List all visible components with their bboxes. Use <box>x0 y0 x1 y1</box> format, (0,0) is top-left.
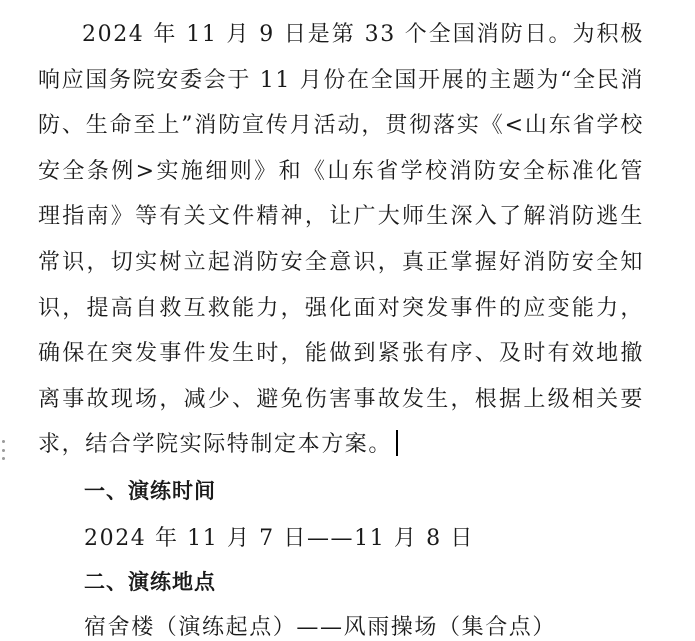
drag-dot <box>2 457 5 460</box>
drag-handle-icon[interactable] <box>2 440 6 460</box>
section-heading-location[interactable]: 二、演练地点 <box>84 570 216 594</box>
section-text-time[interactable]: 2024 年 11 月 7 日——11 月 8 日 <box>84 526 474 551</box>
drag-dot <box>2 440 5 443</box>
drag-dot <box>2 449 5 452</box>
section-text-location[interactable]: 宿舍楼（演练起点）——风雨操场（集合点） <box>84 615 557 640</box>
body-paragraph[interactable] <box>38 12 644 468</box>
text-cursor <box>396 430 398 456</box>
section-heading-time[interactable]: 一、演练时间 <box>84 479 216 503</box>
paragraph-text: 2024 年 11 月 9 日是第 33 个全国消防日。为积极响应国务院安委会于 11 月份在全国开展的主题为“全民消防、生命至上”消防宣传月活动，贯彻落实《<山东省学校安全条例>实施细则》和《山东省学校消防安全标准化管理指南》等有关文件精神，让广大师生深入了解消防逃生常识，切实树立起消防安全意识，真正掌握好消防安全知识，提高自救互救能力，强化面对突发事件的应变能力，确保在突发事件发生时，能做到紧张有序、及时有效地撤离事故现场，减少、避免伤害事故发生，根据上级相关要求，结合学院实际特制定本方案。 <box>38 22 644 458</box>
